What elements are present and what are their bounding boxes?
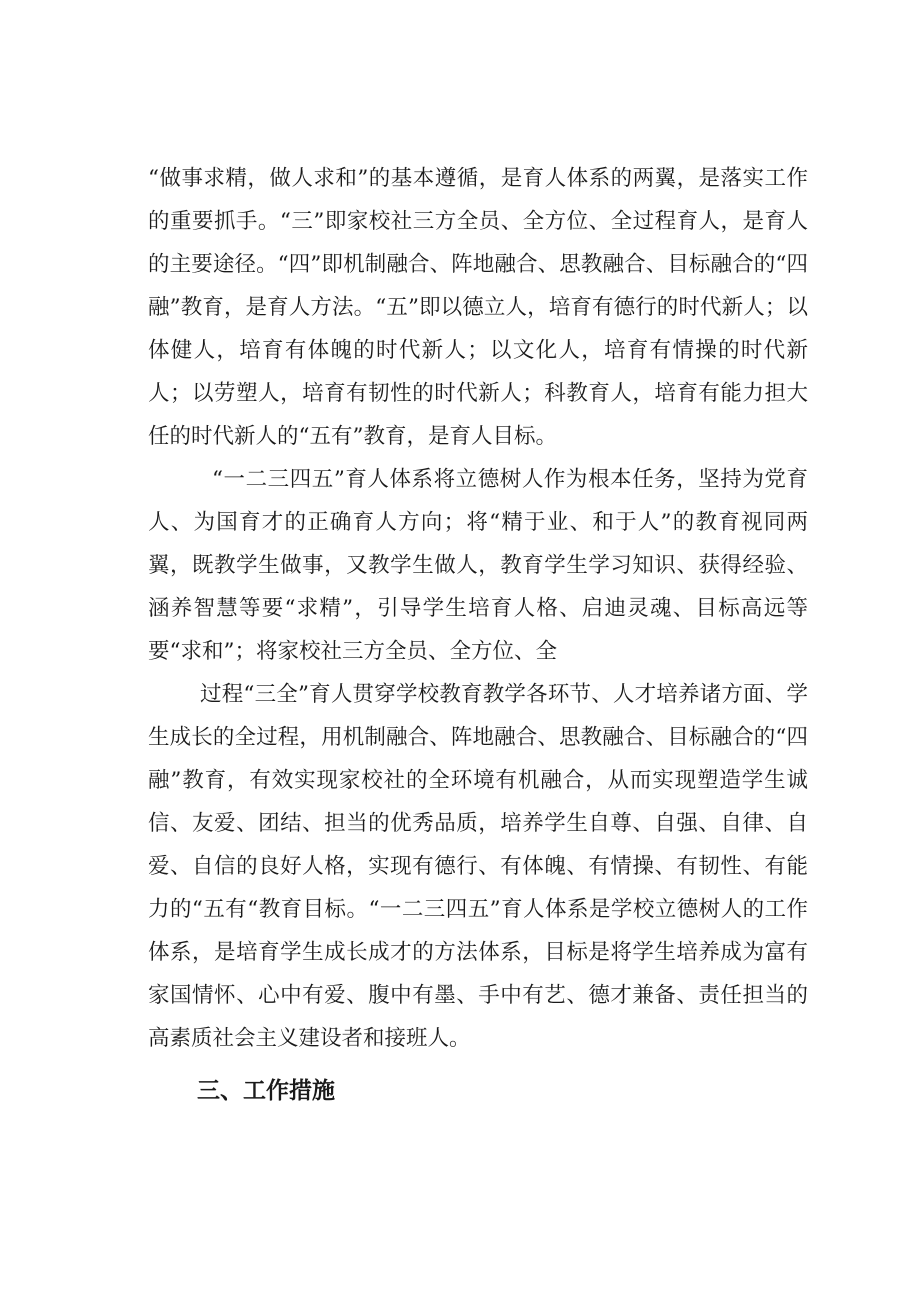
- section-heading: 三、工作措施: [197, 1078, 335, 1104]
- body-paragraph-3: 过程“三全”育人贯穿学校教育教学各环节、人才培养诸方面、学生成长的全过程，用机制融合、阵地融合、思教融合、目标融合的“四融”教育，有效实现家校社的全环境有机融合，从而实现塑造学生诚信、友爱、团结、担当的优秀品质，培养学生自尊、自强、自律、自爱、自信的良好人格，实现有德行、有体魄、有情操、有韧性、有能力的“五有“教育目标。“一二三四五”育人体系是学校立德树人的工作体系，是培育学生成长成才的方法体系，目标是将学生培养成为富有家国情怀、心中有爱、腹中有墨、手中有艺、德才兼备、责任担当的高素质社会主义建设者和接班人。: [148, 682, 808, 1051]
- body-paragraph-1: “做事求精，做人求和”的基本遵循，是育人体系的两翼，是落实工作的重要抓手。“三”即家校社三方全员、全方位、全过程育人，是育人的主要途径。“四”即机制融合、阵地融合、思教融合、目标融合的“四融”教育，是育人方法。“五”即以德立人，培育有德行的时代新人；以体健人，培育有体魄的时代新人；以文化人，培育有情操的时代新人；以劳塑人，培育有韧性的时代新人；科教育人，培育有能力担大任的时代新人的“五有”教育，是育人目标。: [148, 166, 808, 449]
- body-paragraph-2: “一二三四五”育人体系将立德树人作为根本任务，坚持为党育人、为国育才的正确育人方向；将“精于业、和于人”的教育视同两翼，既教学生做事，又教学生做人，教育学生学习知识、获得经验、涵养智慧等要“求精”，引导学生培育人格、启迪灵魂、目标高远等要“求和”；将家校社三方全员、全方位、全: [148, 467, 808, 664]
